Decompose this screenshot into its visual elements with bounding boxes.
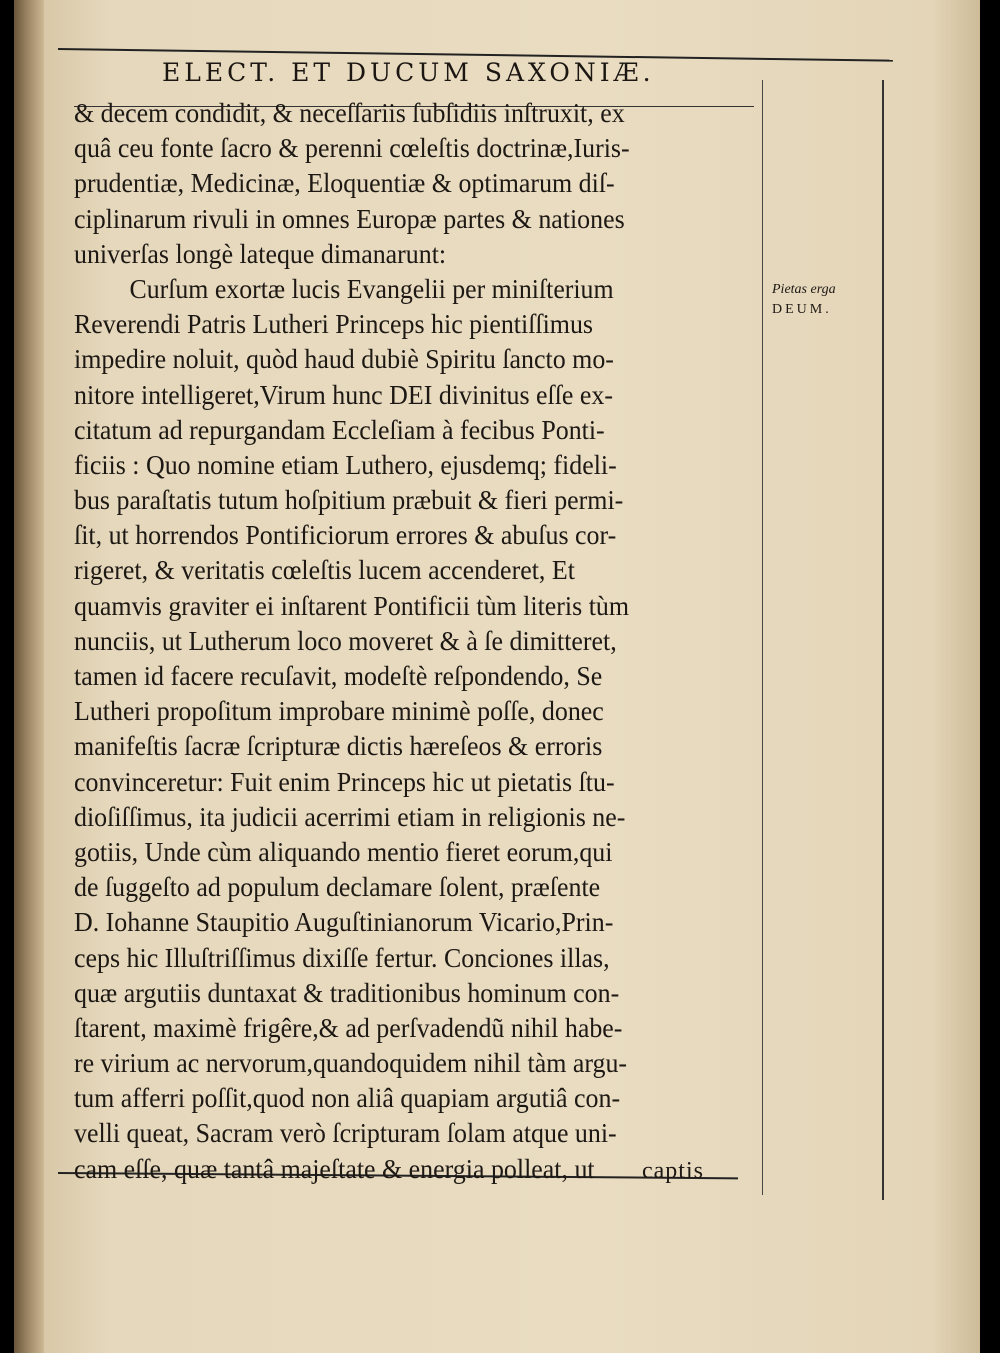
text-line: ficiis : Quo nomine etiam Luthero, ejusdemq; fideli- (74, 449, 617, 480)
text-line: de ſuggeſto ad populum declamare ſolent, præſente (74, 872, 601, 903)
marginal-note-line-1: Pietas erga (772, 282, 836, 297)
marginal-note (772, 282, 872, 318)
catchword: captis (642, 1158, 704, 1184)
text-line: citatum ad repurgandam Eccleſiam à fecibus Ponti- (74, 414, 605, 445)
text-line: bus paraſtatis tutum hoſpitium præbuit & fieri permi- (74, 485, 624, 516)
text-line: prudentiæ, Medicinæ, Eloquentiæ & optimarum diſ- (74, 168, 615, 199)
right-border-rule (882, 80, 884, 1200)
text-line: D. Iohanne Staupitio Auguſtinianorum Vicario,Prin- (74, 907, 614, 938)
text-line: Lutheri propoſitum improbare minimè poſſe, donec (74, 696, 604, 727)
text-line: nitore intelligeret,Virum hunc DEI divinitus eſſe ex- (74, 379, 614, 410)
text-line: Reverendi Patris Lutheri Princeps hic pientiſſimus (74, 309, 594, 340)
text-line: ſit, ut horrendos Pontificiorum errores & abuſus cor- (74, 520, 617, 551)
text-line: & decem condidit, & neceſſariis ſubſidiis inſtruxit, ex (74, 98, 625, 128)
text-line: univerſas longè lateque dimanarunt: (74, 238, 447, 269)
text-line: ſtarent, maximè frigêre,& ad perſvadendũ nihil habe- (74, 1012, 623, 1043)
body-text (74, 96, 774, 1187)
running-head: ELECT. ET DUCUM SAXONIÆ. (162, 58, 655, 87)
text-line: cam eſſe, quæ tantâ majeſtate & energia polleat, ut (74, 1153, 595, 1184)
text-line: tum afferri poſſit,quod non aliâ quapiam argutiâ con- (74, 1083, 621, 1114)
text-line: tamen id facere recuſavit, modeſtè reſpondendo, Se (74, 661, 603, 691)
text-line: gotiis, Unde cùm aliquando mentio fieret eorum,qui (74, 836, 613, 867)
page-gutter (14, 0, 44, 1353)
text-line: nunciis, ut Lutherum loco moveret & à ſe dimitteret, (74, 625, 617, 656)
text-line: velli queat, Sacram verò ſcripturam ſolam atque uni- (74, 1118, 617, 1149)
text-line: ceps hic Illuſtriſſimus dixiſſe fertur. Conciones illas, (74, 942, 610, 973)
text-line: manifeſtis ſacræ ſcripturæ dictis hæreſeos & erroris (74, 731, 603, 762)
marginal-note-line-2: DEUM. (772, 302, 832, 317)
text-line: dioſiſſimus, ita judicii acerrimi etiam in religionis ne- (74, 801, 626, 832)
text-line: ciplinarum rivuli in omnes Europæ partes & nationes (74, 203, 625, 234)
text-line: quamvis graviter ei inſtarent Pontificii tùm literis tùm (74, 590, 630, 621)
text-line: quâ ceu fonte ſacro & perenni cœleſtis doctrinæ,Iuris- (74, 133, 630, 164)
book-page (14, 0, 980, 1353)
text-line: re virium ac nervorum,quandoquidem nihil tàm argu- (74, 1048, 628, 1079)
text-line: rigeret, & veritatis cœleſtis lucem accenderet, Et (74, 555, 575, 586)
text-line: convinceretur: Fuit enim Princeps hic ut pietatis ſtu- (74, 766, 615, 797)
text-line: Curſum exortæ lucis Evangelii per miniſterium (129, 273, 614, 304)
text-line: impedire noluit, quòd haud dubiè Spiritu ſancto mo- (74, 344, 614, 375)
text-line: quæ argutiis duntaxat & traditionibus hominum con- (74, 977, 620, 1008)
